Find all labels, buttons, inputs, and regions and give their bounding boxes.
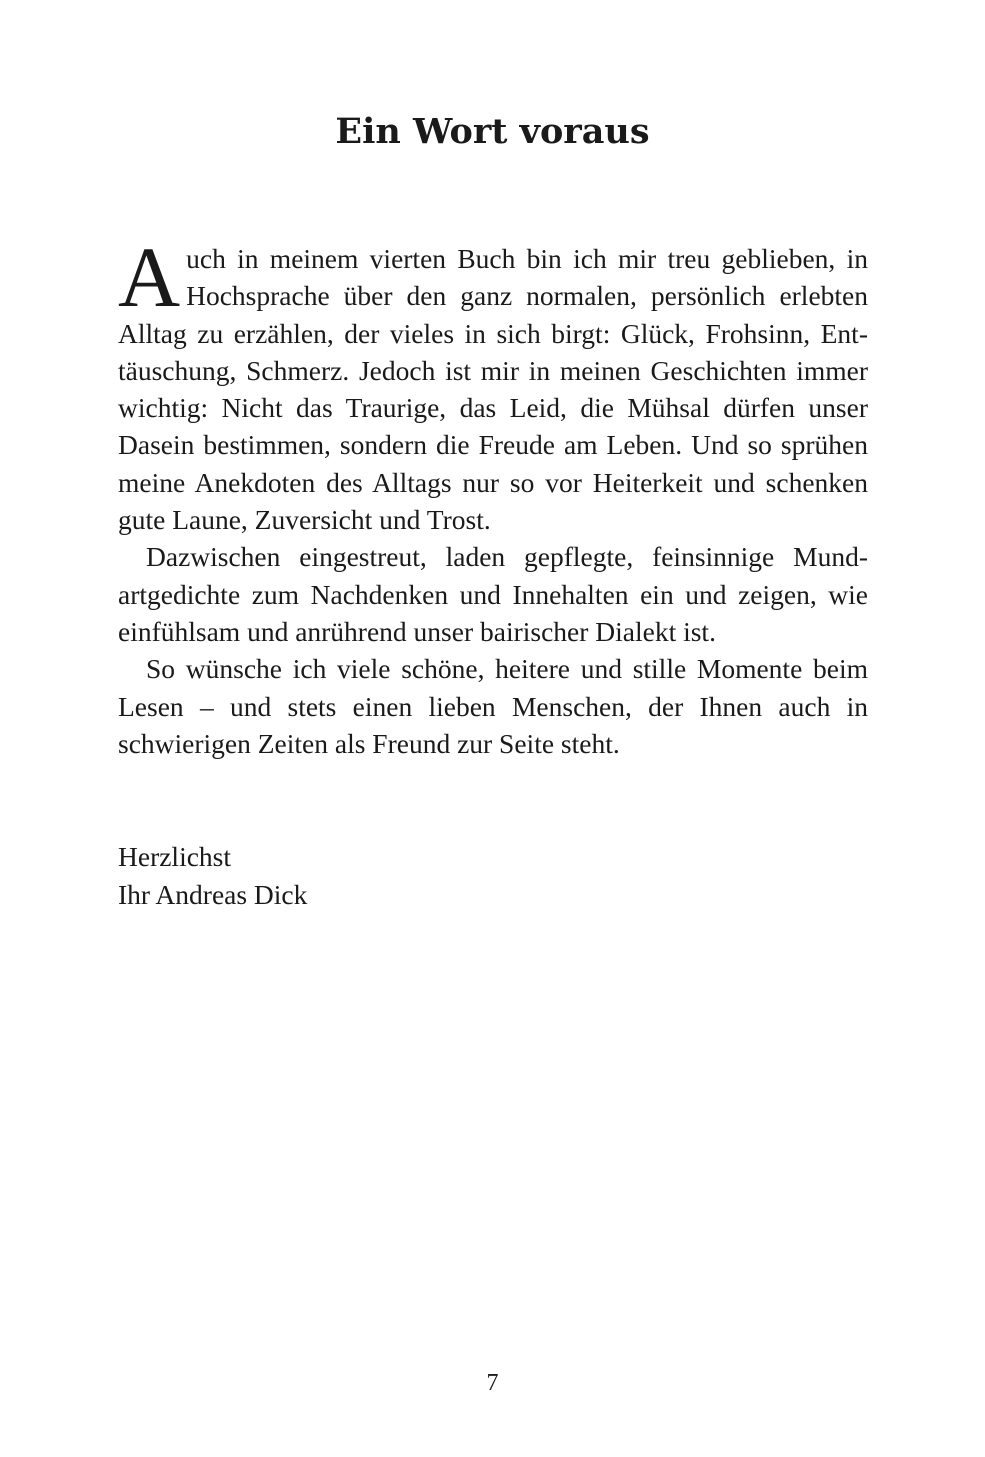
author-signature: Ihr Andreas Dick bbox=[118, 879, 308, 910]
paragraph-1 bbox=[118, 229, 868, 538]
paragraph-3: So wünsche ich viele schöne, heitere und stille Momente beim Lesen – und stets einen lieben Menschen, der Ihnen auch in schwierigen Zeiten als Freund zur Seite steht. bbox=[118, 653, 868, 759]
drop-cap-letter: A bbox=[118, 229, 181, 325]
paragraph-2: Dazwischen eingestreut, laden gepflegte, feinsinnige Mundartgedichte zum Nachdenken und Innehalten ein und zeigen, wie einfühlsam und anrührend unser bairischer Dialekt ist. bbox=[118, 541, 868, 647]
paragraph-1-text: uch in meinem vierten Buch bin ich mir treu geblieben, in Hochsprache über den ganz normalen, persönlich erlebten Alltag zu erzählen, der vieles in sich birgt: Glück, Frohsinn, Enttäuschung, Schmerz. Jedoch ist mir in meinen Geschichten immer wichtig: Nicht das Traurige, das Leid, die Mühsal dürfen unser Dasein bestimmen, sondern die Freude am Leben. Und so sprühen meine Anekdoten des Alltags nur so vor Heiterkeit und schenken gute Laune, Zuversicht und Trost. bbox=[118, 243, 868, 536]
page-title: Ein Wort voraus bbox=[335, 111, 650, 152]
foreword-body bbox=[118, 229, 868, 762]
closing-block bbox=[118, 838, 307, 914]
closing-greeting: Herzlichst bbox=[118, 841, 232, 872]
page-number: 7 bbox=[486, 1370, 499, 1396]
